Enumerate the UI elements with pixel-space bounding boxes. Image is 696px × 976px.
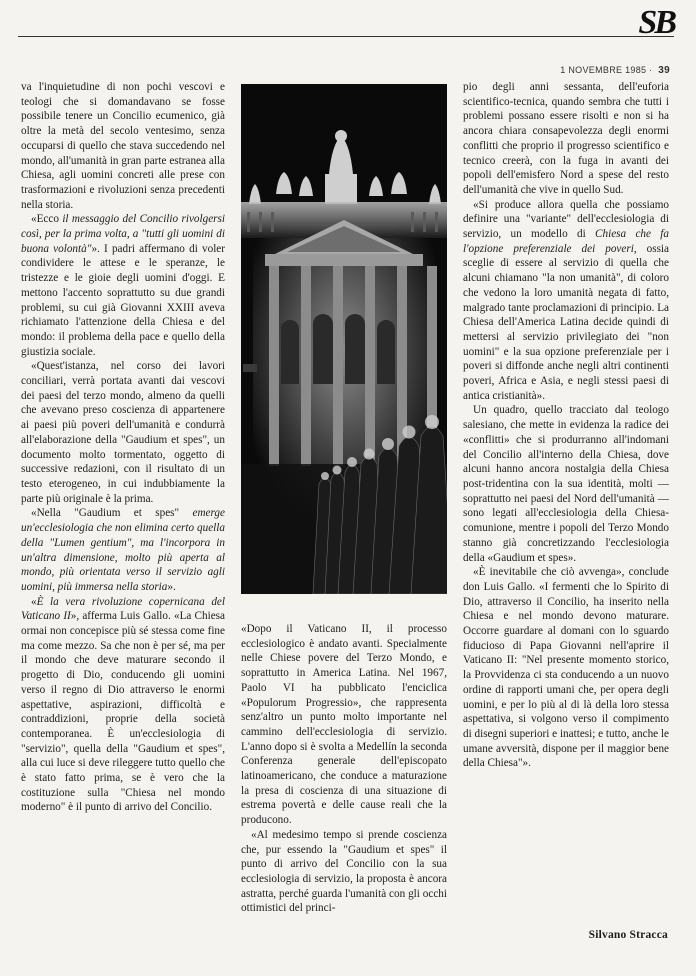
- text-column-2: [241, 622, 447, 916]
- paragraph: «Al medesimo tempo si prende coscienza che, pur essendo la "Gaudium et spes" il punto di arrivo del Concilio con la sua ecclesiologia di servizio, la proposta è ancora astratta, perché guarda l'umanità con gli occhi ottimistici del princi-: [241, 828, 447, 915]
- paragraph: va l'inquietudine di non pochi vescovi e teologi che si domandavano se fosse possibile tenere un Concilio ecumenico, già oltre la metà del secolo ventesimo, senza occuparsi di quello che stava succedendo nel mondo, all'umanità in gran parte estranea alla Chiesa, agli uomini concreti alle prese con trasformazioni e rivoluzioni senza precedenti nella storia.: [21, 81, 225, 211]
- paragraph: «Nella "Gaudium et spes" emerge un'ecclesiologia che non elimina certo quella della "Lumen gentium", ma l'incorpora in un'altra dimensione, molto più aperta al mondo, più orientata verso il servizio agli uomini, più immersa nella storia».: [21, 507, 225, 593]
- page-number: 39: [658, 65, 670, 76]
- paragraph: «Ecco il messaggio del Concilio rivolgersi così, per la prima volta, a "tutti gli uomini di buona volontà"». I padri affermano di voler condividere le attese e le speranze, le tristezze e le gioie degli uomini d'oggi. E mettono l'accento soprattutto su due grandi problemi, su cui già Giovanni XXIII aveva richiamato l'attenzione della Chiesa e del mondo: il problema della pace e quello della giustizia sociale.: [21, 213, 225, 358]
- photo-basilica-facade: [241, 84, 447, 594]
- paragraph: «È inevitabile che ciò avvenga», conclude don Luis Gallo. «I fermenti che lo Spirito di Dio, attraverso il Concilio, ha inserito nella Chiesa e nel mondo devono maturare. Occorre guardare al domani con lo sguardo fiducioso di Papa Giovanni nell'aprire il Vaticano II: "Nel presente momento storico, la Provvidenza ci sta conducendo a un nuovo ordine di rapporti umani che, per opera degli uomini, e per lo più al di là della loro stessa aspettativa, si volgono verso il compimento di disegni superiori e inattesi; e tutto, anche le umane avversità, dispone per il maggior bene della Chiesa"».: [463, 566, 669, 770]
- magazine-logo: [638, 4, 674, 42]
- folio-separator: ·: [649, 65, 653, 75]
- text-column-3: [463, 80, 669, 771]
- issue-date: 1 NOVEMBRE 1985: [560, 65, 647, 75]
- paragraph: pio degli anni sessanta, dell'euforia scientifico-tecnica, quando sembra che tutti i problemi possano essere risolti e non si ha ancora chiara consapevolezza degli enormi conflitti che proprio il progresso scientifico e tecnico creerà, con la fuga in avanti dei popoli dell'emisfero Nord a spese del resto dell'umanità che vive in quello Sud.: [463, 81, 669, 196]
- logo-text: SB: [638, 4, 674, 41]
- paragraph: «Quest'istanza, nel corso dei lavori conciliari, verrà portata avanti dai vescovi dei paesi del terzo mondo, almeno da quelli che avevano preso coscienza di appartenere ai paesi più poveri dell'umanità e condurrà all'elaborazione della "Gaudium et spes", un documento molto tormentato, oggetto di successive redazioni, con il risultato di un testo eterogeneo, in cui indubbiamente la parte più originale è la prima.: [21, 360, 225, 505]
- paragraph: «È la vera rivoluzione copernicana del Vaticano II», afferma Luis Gallo. «La Chiesa ormai non concepisce più sé stessa come fine ma come mezzo. Sa che non è per sé, ma per il mondo che deve maturare secondo il progetto di Dio, conducendo gli uomini verso il regno di Dio attraverso le enormi aspettative, aspirazioni, difficoltà e contraddizioni, proprie della società contemporanea. È un'ecclesiologia di "servizio", quella della "Gaudium et spes", alla cui luce si deve rileggere tutto quello che è stato fatto prima, se è vero che la costituzione sulla "Chiesa nel mondo moderno" è il punto di arrivo del Concilio.: [21, 595, 225, 814]
- paragraph: Un quadro, quello tracciato dal teologo salesiano, che mette in evidenza la radice dei «conflitti» che si produrranno all'indomani del Concilio all'interno della Chiesa, dove alcuni hanno ancora nostalgia della Chiesa post-tridentina con la sua identità, molti — soprattutto nei paesi del Nord dell'umanità — sono legati all'ecclesiologia della Chiesa-comunione, mentre i popoli del Terzo Mondo stanno già concretizzando l'ecclesiologia della «Gaudium et spes».: [463, 404, 669, 564]
- page-folio: [560, 65, 670, 76]
- paragraph: «Dopo il Vaticano II, il processo ecclesiologico è andato avanti. Specialmente nelle Chiese povere del Terzo Mondo, e soprattutto in America Latina. Nel 1967, Paolo VI ha pubblicato l'enciclica «Populorum Progressio», che rappresenta senz'altro un punto molto importante nel cammino dell'ecclesiologia di servizio. L'anno dopo si è svolta a Medellín la seconda Conferenza generale dell'episcopato latinoamericano, che conduce a maturazione la presa di coscienza di una situazione di estrema povertà e delle cause reali che la producono.: [241, 623, 447, 827]
- header-rule: [18, 36, 674, 37]
- author-signature: Silvano Stracca: [588, 929, 668, 941]
- text-column-1: [21, 80, 225, 815]
- paragraph: «Si produce allora quella che possiamo definire una "variante" dell'ecclesiologia di servizio, un modello di Chiesa che fa l'opzione preferenziale dei poveri, ossia sceglie di essere al servizio di quella che alcuni chiamano "la non umanità", di coloro che vedono la loro umanità negata di fatto, malgrado tante proclamazioni di principio. La Chiesa dell'America Latina decide quindi di mettersi al servizio privilegiato dei "non uomini" e la sua opzione preferenziale per i poveri si diffonde anche negli altri continenti poveri, Africa e Asia, e negli stessi paesi di antica cristianità».: [463, 198, 670, 402]
